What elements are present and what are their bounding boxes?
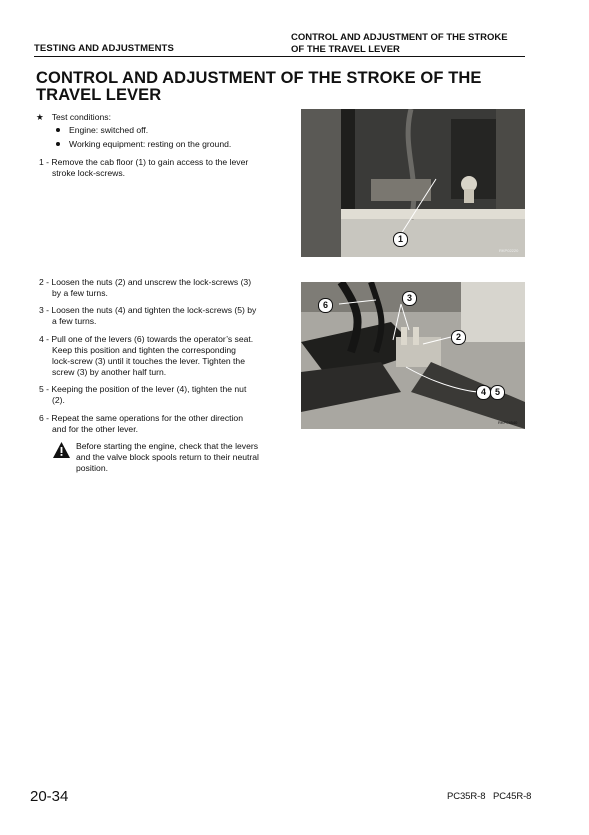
step-line: (2). [52,395,65,405]
page-title [36,70,506,103]
step-line: 6 - Repeat the same operations for the other direction [39,413,243,423]
list-item [56,125,148,136]
step-1 [39,157,283,179]
topic-header [291,32,508,56]
bullet-icon [56,128,60,132]
test-conditions-label: Test conditions: [51,112,111,122]
step-line: stroke lock-screws. [52,168,126,178]
step-line: 2 - Loosen the nuts (2) and unscrew the lock-screws (3) [39,277,252,287]
topic-header-line2: OF THE TRAVEL LEVER [291,44,400,55]
condition-text: Engine: switched off. [69,125,149,135]
step-4 [39,334,283,378]
step-line: Keep this position and tighten the corresponding [52,345,236,355]
step-line: by a few turns. [52,288,108,298]
step-3 [39,305,283,327]
photo-code: RKP02220 [499,248,519,253]
cab-floor-illustration [301,109,525,257]
page-title-line1: CONTROL AND ADJUSTMENT OF THE STROKE OF THE [36,69,482,87]
step-line: lock-screw (3) until it touches the lever. Tighten the [52,356,245,366]
step-2 [39,277,283,299]
callout-2: 2 [451,330,466,345]
condition-text: Working equipment: resting on the ground. [69,139,232,149]
test-conditions [36,112,111,123]
cab-floor-photo [301,109,525,257]
header-rule [34,56,525,57]
section-header: TESTING AND ADJUSTMENTS [34,43,174,54]
step-5 [39,384,283,406]
photo-code: RKP04540 [498,420,518,425]
step-line: 4 - Pull one of the levers (6) towards the operator’s seat. [39,334,254,344]
bullet-icon [56,142,60,146]
warning-line: and the valve block spools return to their neutral [76,452,259,462]
page-number: 20-34 [30,788,69,805]
step-line: a few turns. [52,316,97,326]
step-6 [39,413,283,435]
warning-triangle-icon [53,442,70,463]
warning-line: Before starting the engine, check that the levers [76,441,259,451]
callout-1: 1 [393,232,408,247]
callout-6: 6 [318,298,333,313]
topic-header-line1: CONTROL AND ADJUSTMENT OF THE STROKE [291,32,508,43]
warning-text [76,441,284,474]
page-title-line2: TRAVEL LEVER [36,85,162,104]
step-line: screw (3) by another half turn. [52,367,167,377]
callout-4: 4 [476,385,491,400]
step-line: 3 - Loosen the nuts (4) and tighten the lock-screws (5) by [39,305,257,315]
star-marker: ★ [36,112,44,122]
callout-5: 5 [490,385,505,400]
model-numbers: PC35R-8 PC45R-8 [447,791,532,802]
step-line: 1 - Remove the cab floor (1) to gain access to the lever [39,157,249,167]
step-line: and for the other lever. [52,424,138,434]
list-item [56,139,231,150]
warning-line: position. [76,463,109,473]
lever-mechanism-photo [301,282,525,429]
callout-3: 3 [402,291,417,306]
step-line: 5 - Keeping the position of the lever (4), tighten the nut [39,384,247,394]
